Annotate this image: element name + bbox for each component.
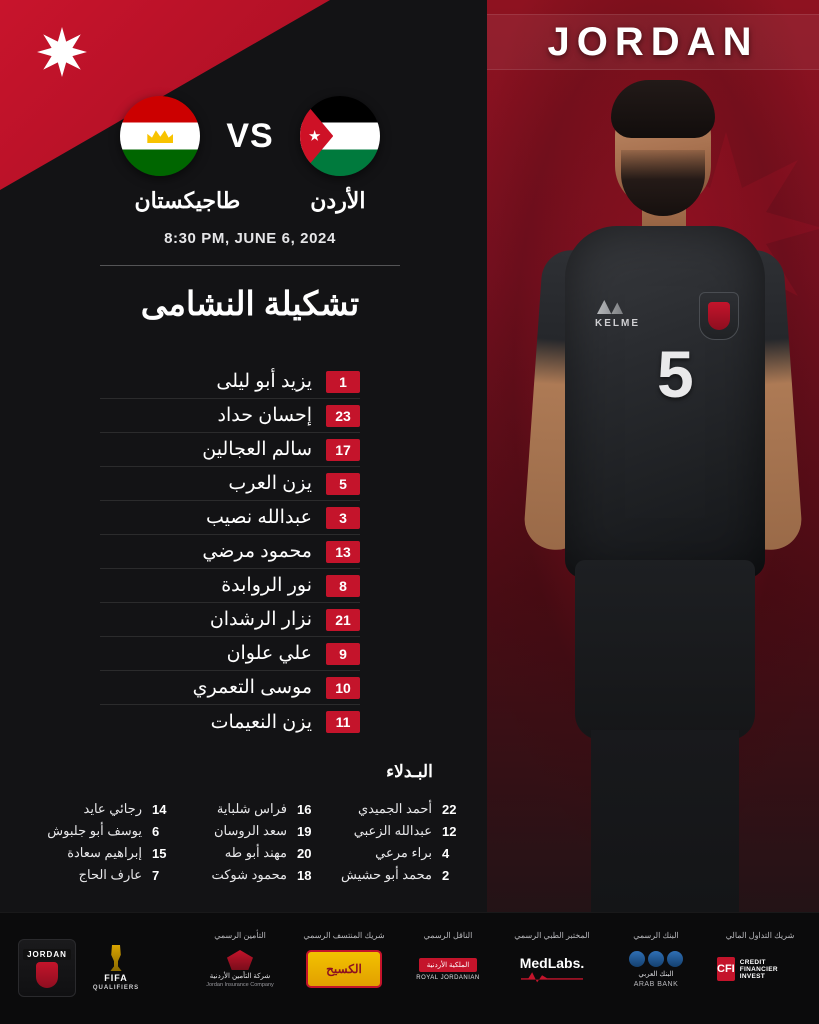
sponsor-name-ar: الكسيح <box>306 950 382 988</box>
player-name: يزن النعيمات <box>210 711 312 733</box>
sponsor-name-en: ARAB BANK <box>633 980 679 988</box>
player-hair <box>611 80 715 138</box>
substitutes-grid <box>40 798 460 886</box>
player-name: علي علوان <box>226 643 312 664</box>
list-item <box>330 798 460 820</box>
sub-name: عارف الحاج <box>78 867 142 882</box>
player-number: 3 <box>326 507 360 529</box>
sub-number: 4 <box>442 845 450 861</box>
medlabs-wave-icon <box>521 971 583 983</box>
starting-xi-list <box>100 365 360 739</box>
list-item <box>100 433 360 467</box>
sponsor-name-ar: البنك العربي <box>638 970 674 978</box>
trophy-icon <box>106 945 126 971</box>
list-item <box>100 467 360 501</box>
player-shorts <box>575 560 755 740</box>
fifa-label: FIFA <box>104 973 128 983</box>
sub-name: مهند أبو طه <box>224 845 287 860</box>
sub-name: يوسف أبو جلبوش <box>47 823 142 838</box>
player-number: 13 <box>326 541 360 563</box>
list-item <box>100 501 360 535</box>
player-name: إحسان حداد <box>217 405 312 426</box>
crest-shield-icon <box>708 302 730 330</box>
list-item <box>100 705 360 739</box>
jfa-shield-icon <box>36 962 58 988</box>
list-item <box>40 864 170 886</box>
cfi-mark-icon: CFI <box>717 957 735 981</box>
list-item <box>185 798 315 820</box>
sub-name: رجائي عايد <box>83 801 142 816</box>
flags-row <box>60 96 440 176</box>
sponsor-role: شريك المنتسف الرسمي <box>303 931 385 940</box>
sub-name: فراس شلباية <box>216 801 287 816</box>
substitutes-title: البـدلاء <box>386 762 433 781</box>
list-item <box>330 820 460 842</box>
list-item <box>40 820 170 842</box>
list-item <box>185 820 315 842</box>
list-item <box>100 365 360 399</box>
player-name: نزار الرشدان <box>209 609 312 630</box>
player-name: عبدالله نصيب <box>205 507 312 528</box>
jordan-banner-text: JORDAN <box>547 19 759 64</box>
player-number: 10 <box>326 677 360 699</box>
sponsor-name-en: ROYAL JORDANIAN <box>416 974 480 981</box>
sub-name: أحمد الجميدي <box>357 801 432 816</box>
sub-number: 19 <box>297 823 312 839</box>
footer-bar <box>0 912 819 1024</box>
sponsors-row <box>197 931 803 991</box>
player-beard <box>621 150 705 216</box>
jordan-fa-crest-icon <box>18 939 76 997</box>
sub-number: 22 <box>442 801 457 817</box>
list-item <box>185 842 315 864</box>
sponsor-logo <box>717 947 803 991</box>
substitutes-column <box>185 798 315 886</box>
player-number: 21 <box>326 609 360 631</box>
sponsor-medlabs <box>509 931 595 991</box>
arab-bank-mark-icon <box>629 951 683 967</box>
sub-name: إبراهيم سعادة <box>67 845 142 860</box>
jordan-star-icon <box>36 26 88 78</box>
sponsor-logo <box>301 947 387 991</box>
sub-name: عبدالله الزعبي <box>353 823 432 838</box>
sponsor-name-en: CREDIT FINANCIER INVEST <box>739 958 778 980</box>
sponsor-alkaseeh <box>301 931 387 991</box>
list-item <box>100 535 360 569</box>
player-name: موسى التعمري <box>192 677 312 698</box>
sub-number: 14 <box>152 801 167 817</box>
sponsor-role: البنك الرسمي <box>633 931 679 940</box>
sub-name: محمد أبو حشيش <box>341 867 432 882</box>
list-item <box>100 569 360 603</box>
player-name: يزن العرب <box>228 473 312 494</box>
player-name: محمود مرضي <box>202 541 312 562</box>
list-item <box>330 842 460 864</box>
tajikistan-flag-icon <box>120 96 200 176</box>
jersey-number: 5 <box>657 337 694 411</box>
jfa-label: JORDAN <box>23 949 71 960</box>
substitutes-column <box>40 798 170 886</box>
sponsor-name-ar: شركة التأمين الأردنية <box>209 973 271 980</box>
vs-label: VS <box>226 116 274 155</box>
player-name: سالم العجالين <box>202 439 312 460</box>
list-item <box>100 399 360 433</box>
sub-number: 15 <box>152 845 167 861</box>
header-divider <box>100 265 400 266</box>
sponsor-name-en: Jordan Insurance Company <box>206 982 274 988</box>
player-number: 23 <box>326 405 360 427</box>
sponsor-logo <box>613 947 699 991</box>
player-legs <box>591 730 739 912</box>
sponsor-logo <box>405 947 491 991</box>
jordan-flag-icon <box>300 96 380 176</box>
list-item <box>100 637 360 671</box>
player-number: 11 <box>326 711 360 733</box>
jordan-insurance-mark-icon <box>227 950 253 970</box>
sponsor-royal-jordanian <box>405 931 491 991</box>
sub-name: سعد الروسان <box>213 823 287 838</box>
fifa-qualifiers-badge <box>90 939 142 997</box>
sub-number: 7 <box>152 867 160 883</box>
player-name: يزيد أبو ليلى <box>216 371 312 392</box>
list-item <box>100 671 360 705</box>
sponsor-role: التأمين الرسمي <box>214 931 266 940</box>
player-number: 17 <box>326 439 360 461</box>
list-item <box>185 864 315 886</box>
player-number: 1 <box>326 371 360 393</box>
sub-number: 6 <box>152 823 160 839</box>
player-number: 5 <box>326 473 360 495</box>
player-number: 8 <box>326 575 360 597</box>
sub-number: 2 <box>442 867 450 883</box>
sub-name: محمود شوكت <box>211 867 287 882</box>
list-item <box>330 864 460 886</box>
sub-name: براء مرعي <box>375 845 432 860</box>
player-name: نور الروابدة <box>221 575 312 596</box>
tajikistan-crown-icon <box>147 129 173 143</box>
sub-number: 12 <box>442 823 457 839</box>
sponsor-name-en: MedLabs. <box>519 955 585 971</box>
sub-number: 20 <box>297 845 312 861</box>
jersey-brand-text: KELME <box>595 318 640 329</box>
lineup-title: تشكيلة النشامى <box>140 285 360 322</box>
sponsor-role: الناقل الرسمي <box>423 931 473 940</box>
sub-number: 16 <box>297 801 312 817</box>
sponsor-arab-bank <box>613 931 699 991</box>
qualifiers-label: QUALIFIERS <box>92 985 140 991</box>
away-team-name: الأردن <box>310 188 366 213</box>
sponsor-cfi <box>717 931 803 991</box>
sponsor-name-ar: الملكية الأردنية <box>419 958 477 972</box>
sponsor-logo <box>197 947 283 991</box>
sponsor-role: المختبر الطبي الرسمي <box>514 931 590 940</box>
sponsor-role: شريك التداول المالي <box>725 931 795 940</box>
player-number: 9 <box>326 643 360 665</box>
match-time: 8:30 PM, JUNE 6, 2024 <box>164 230 336 247</box>
sponsor-logo <box>509 947 595 991</box>
list-item <box>40 842 170 864</box>
match-header <box>60 96 440 323</box>
footer-logos <box>18 939 142 997</box>
substitutes-column <box>330 798 460 886</box>
jersey-crest <box>699 292 739 340</box>
home-team-name: طاجيكستان <box>134 188 241 213</box>
list-item <box>100 603 360 637</box>
teams-row <box>60 188 440 214</box>
sponsor-jordan-insurance <box>197 931 283 991</box>
sub-number: 18 <box>297 867 312 883</box>
list-item <box>40 798 170 820</box>
